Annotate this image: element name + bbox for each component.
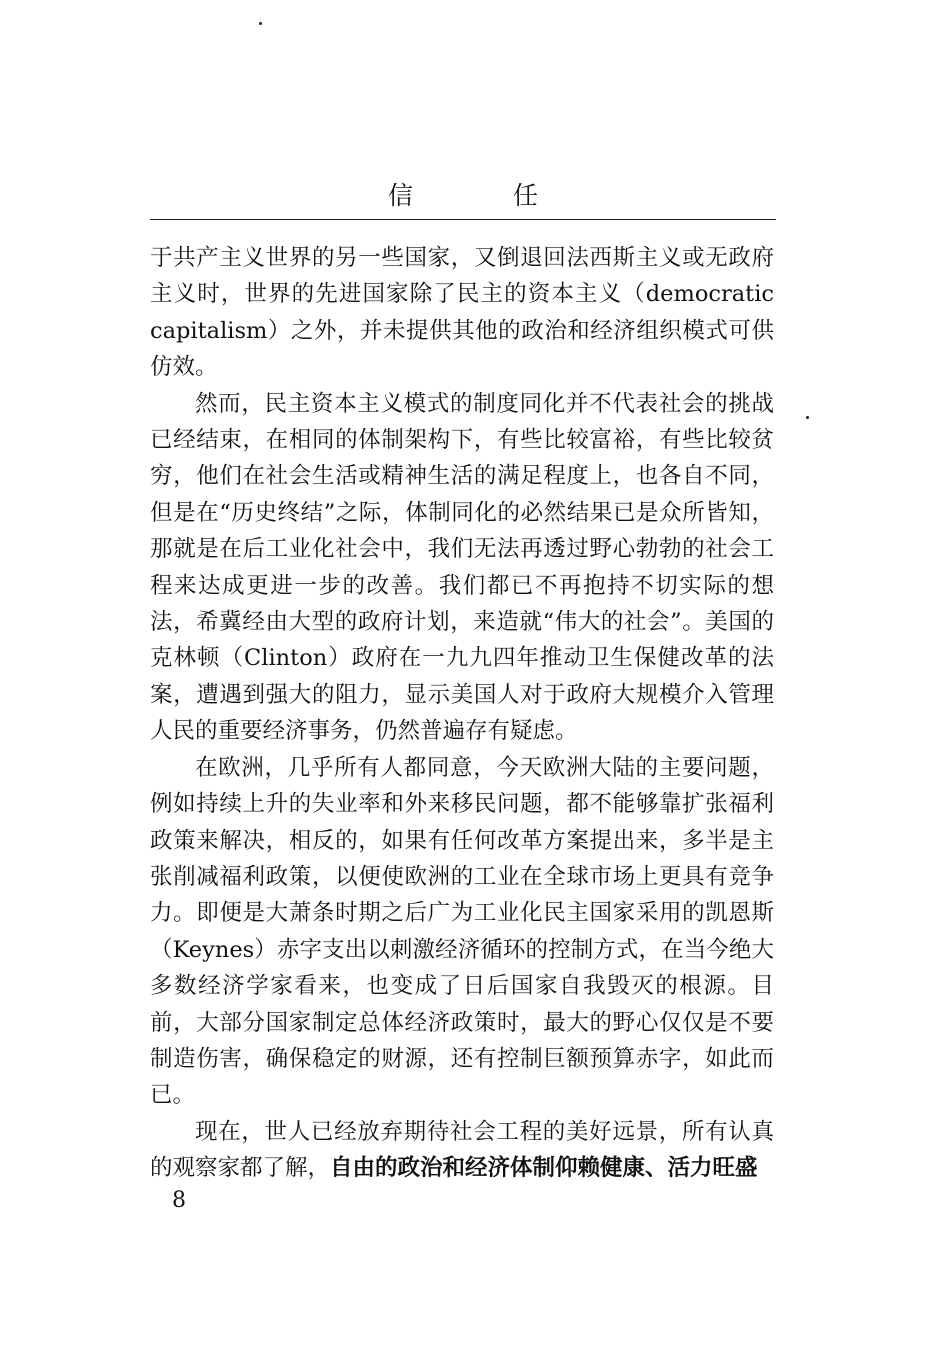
body-text: [150, 240, 774, 1187]
paragraph: 然而，民主资本主义模式的制度同化并不代表社会的挑战已经结束，在相同的体制架构下，有些比较富裕，有些比较贫穷，他们在社会生活或精神生活的满足程度上，也各自不同，但是在“历史终结”之际，体制同化的必然结果已是众所皆知，那就是在后工业化社会中，我们无法再透过野心勃勃的社会工程来达成更进一步的改善。我们都已不再抱持不切实际的想法，希冀经由大型的政府计划，来造就“伟大的社会”。美国的克林顿（Clinton）政府在一九九四年推动卫生保健改革的法案，遭遇到强大的阻力，显示美国人对于政府大规模介入管理人民的重要经济事务，仍然普遍存有疑虑。: [150, 390, 774, 745]
running-header: 信 任: [388, 181, 584, 210]
scan-speck: [259, 22, 262, 25]
emphasized-text: 自由的政治和经济体制仰赖健康、活力旺盛: [330, 1155, 758, 1182]
scan-speck: [806, 416, 809, 419]
paragraph-continued: 于共产主义世界的另一些国家，又倒退回法西斯主义或无政府主义时，世界的先进国家除了民主的资本主义（democratic capitalism）之外，并未提供其他的政治和经济组织模式可供仿效。: [150, 245, 774, 381]
paragraph: 在欧洲，几乎所有人都同意，今天欧洲大陆的主要问题，例如持续上升的失业率和外来移民问题，都不能够靠扩张福利政策来解决，相反的，如果有任何改革方案提出来，多半是主张削减福利政策，以便使欧洲的工业在全球市场上更具有竞争力。即便是大萧条时期之后广为工业化民主国家采用的凯恩斯（Keynes）赤字支出以刺激经济循环的控制方式，在当今绝大多数经济学家看来，也变成了日后国家自我毁灭的根源。目前，大部分国家制定总体经济政策时，最大的野心仅仅是不要制造伤害，确保稳定的财源，还有控制巨额预算赤字，如此而已。: [150, 754, 774, 1109]
page-number: 8: [172, 1188, 186, 1213]
paragraph: [150, 1114, 774, 1187]
header-rule: [150, 219, 776, 220]
paragraph-text: 现在，世人已经放弃期待社会工程的美好远景，所有认真的观察家都了解，: [150, 1118, 774, 1182]
